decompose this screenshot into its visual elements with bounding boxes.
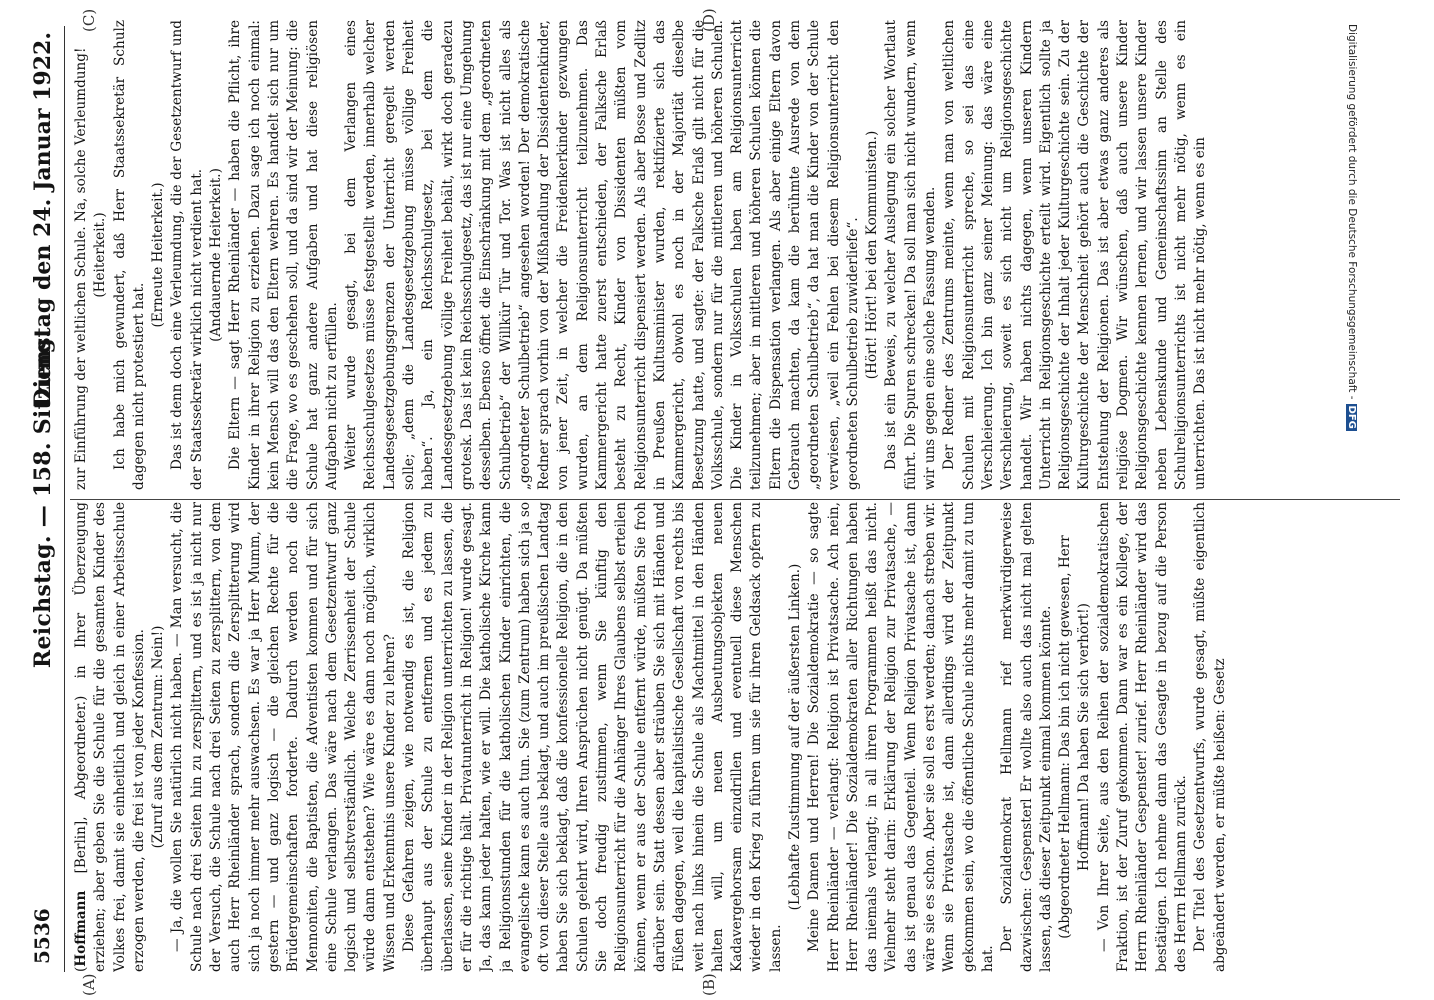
margin-mark-d: (D) (700, 8, 718, 32)
margin-mark-b: (B) (700, 973, 718, 996)
paragraph: Der Redner des Zentrums meinte, wenn man von weltlichen Schulen mit Religionsunterricht spreche, so sei das eine Verschleierung. Ich bin ganz seiner Meinung: das wäre eine Verschleierung, soweit es sich nicht um Religionsgeschichte handelt. Wir haben nichts dagegen, wenn unseren Kindern Unterricht in Religionsgeschichte erteilt wird. Eigentlich sollte ja Religionsgeschichte der Inhalt jeder Kulturgeschichte sein. Zu der Kulturgeschichte der Menschheit gehört auch die Geschichte der Entstehung der Religionen. Das ist aber etwas ganz anderes als religiöse Dogmen. Wir wünschen, daß auch unsere Kinder Religionsgeschichte kennen lernen, und wir lassen unsere Kinder neben Lebenskunde und Gemeinschaftssinn an Stelle des Schulreligionsunterrichts ist nicht mehr nötig, wenn es ein unterrichten. Das ist nicht mehr nötig, wenn es ein (941, 20, 1209, 490)
dfg-logo: DFG (1346, 405, 1357, 429)
paragraph: Weiter wurde gesagt, bei dem Verlangen eines Reichsschulgesetzes müsse festgestellt werden, innerhalb welcher Landesgesetzgebungsgrenzen der Unterricht geregelt werden solle; „denn die Landesgesetzgebung müsse völlige Freiheit haben“. Ja, ein Reichsschulgesetz, bei dem die Landesgesetzgebung völlige Freiheit behält, wirkt doch geradezu grotesk. Das ist kein Reichsschulgesetz, das ist nur eine Umgehung desselben. Ebenso öffnet die Einschränkung mit dem „geordneten Schulbetrieb“ der Willkür Tür und Tor. Was ist nicht alles als „geordneter Schulbetrieb“ angesehen worden! Der demokratische Redner sprach vorhin von der Mißhandlung der Dissidentenkinder, von jener Zeit, in welcher die Freidenkerkinder gezwungen wurden, an dem Religionsunterricht teilzunehmen. Das Kammergericht hatte zuerst entschieden, der Falksche Erlaß besteht zu Recht, Kinder von Dissidenten müßten vom Religionsunterricht dispensiert werden. Als aber Bosse und Zedlitz in Preußen Kultusminister wurden, rektifizierte sich das Kammergericht, obwohl es noch in der Majorität dieselbe Besetzung hatte, und sagte: der Falksche Erlaß gilt nicht für die Volksschule, sondern nur für die mittleren und höheren Schulen. Die Kinder in Volksschulen haben am Religionsunterricht teilzunehmen; aber in mittleren und höheren Schulen können die Eltern die Dispensation verlangen. Als aber einige Eltern davon Gebrauch machten, da kam die berühmte Ausrede von dem „geordneten Schulbetrieb“, da hat man die Kinder von der Schule verwiesen, „weil ein Fehlen bei diesem Religionsunterricht den geordneten Schulbetrieb zuwiderliefe“. (343, 20, 861, 490)
interjection: (Lebhafte Zustimmung auf der äußersten Linken.) (786, 563, 803, 911)
paragraph: — Ja, die wollen Sie natürlich nicht haben. — Man versucht, die Schule nach drei Seiten hin zu zersplittern, und es ist ja nicht nur der Versuch, die Schule nach drei Seiten zu zersplittern, von dem auch Herr Rheinländer sprach, sondern die Zersplitterung wird sich ja noch immer mehr auswachsen. Es war ja Herr Mumm, der gestern — und ganz logisch — die gleichen Rechte für die Brüdergemeinschaften forderte. Dadurch werden noch die Mennoniten, die Baptisten, die Adventisten kommen und für sich eine Schule verlangen. Das wäre nach dem Gesetzentwurf ganz logisch und selbstverständlich. Welche Zerrissenheit der Schule würde dann entstehen? Wie wäre es dann noch möglich, wirklich Wissen und Erkenntnis unsere Kinder zu lehren? (169, 502, 398, 972)
interjection: (Abgeordneter Hellmann: Das bin ich nicht gewesen, Herr Hoffmann! Da haben Sie sich verhört!) (1057, 535, 1093, 939)
interjection: (Andauernde Heiterkeit.) (208, 168, 225, 342)
paragraph: Meine Damen und Herren! Die Sozialdemokratie — so sagte Herr Rheinländer — verlangt: Religion ist Privatsache. Ach nein, Herr Rheinländer! Die Sozialdemokraten aller Richtungen haben das niemals verlangt; in all ihren Programmen heißt das nicht. Vielmehr steht darin: Erklärung der Religion zur Privatsache, — das ist genau das Gegenteil. Wenn Religion Privatsache ist, dann wäre sie es schon. Aber sie soll es erst werden; danach streben wir. Wenn sie Privatsache ist, dann allerdings wird der Zeitpunkt gekommen sein, wo die öffentliche Schule nichts mehr damit zu tun hat. (806, 502, 996, 972)
paragraph: Der Titel des Gesetzentwurfs, wurde gesagt, müßte eigentlich abgeändert werden, er müßte heißen: Gesetz (1192, 502, 1228, 972)
paragraph: (Hoffmann [Berlin], Abgeordneter.) in Ihrer Überzeugung erziehen; aber geben Sie die Schule für die gesamten Kinder des Volkes frei, damit sie einheitlich und gleich in einer Arbeitsschule erzogen werden, die frei ist von jeder Konfession. (73, 502, 147, 972)
paragraph: Ich habe mich gewundert, daß Herr Staatssekretär Schulz dagegen nicht protestiert hat. (111, 20, 147, 490)
paragraph: Der Sozialdemokrat Hellmann rief merkwürdigerweise dazwischen: Gespensterl Er wollte also auch das nicht mal gelten lassen, daß dieser Zeitpunkt einmal kommen könnte. (999, 502, 1054, 972)
page-header (28, 26, 65, 972)
paragraph: Das ist denn doch eine Verleumdung, die der Gesetzentwurf und der Staatssekretär wirklich nicht verdient hat. (169, 20, 205, 490)
session-title: Reichstag. — 158. Sitzung. (30, 329, 56, 669)
paragraph: — Von Ihrer Seite, aus den Reihen der sozialdemokratischen Fraktion, ist der Zuruf gekommen. Dann war es ein Kollege, der Herrn Rheinländer Gespenster! zurief. Herr Rheinländer wird das bestätigen. Ich nehme dann das Gesagte in bezug auf die Person des Herrn Hellmann zurück. (1095, 502, 1189, 972)
right-column (72, 20, 1397, 490)
session-date: Dienstag den 24. Januar 1922. (30, 32, 56, 408)
page-number: 5536 (30, 908, 54, 964)
interjection: (Erneute Heiterkeit.) (150, 182, 167, 328)
interjection: (Heiterkeit.) (92, 212, 109, 298)
interjection: (Zuruf aus dem Zentrum: Nein!) (150, 625, 167, 849)
margin-mark-c: (C) (80, 8, 98, 32)
digitization-credit (1338, 24, 1358, 974)
paragraph: Die Eltern — sagt Herr Rheinländer — haben die Pflicht, ihre Kinder in ihrer Religion zu erziehen. Dazu sage ich noch einmal: kein Mensch will das den Eltern wehren. Es handelt sich nur um die Frage, wo es geschehen soll, und da sind wir der Meinung: die Schule hat ganz andere Aufgaben und hat diese religiösen Aufgaben nicht zu erfüllen. (227, 20, 340, 490)
paragraph: Diese Gefahren zeigen, wie notwendig es ist, die Religion überhaupt aus der Schule zu entfernen und es jedem zu überlassen, seine Kinder in der Religion unterrichten zu lassen, die er für die richtige hält. Privatunterricht in Religion! wurde gesagt. Ja, das kann jeder halten, wie er will. Die katholische Kirche kann ja Religionsstunden für die katholischen Kinder einrichten, die evangelische kann es auch tun. Sie (zum Zentrum) haben sich ja so oft von dieser Stelle aus beklagt, und auch im preußischen Landtag haben Sie sich beklagt, daß die konfessionelle Religion, die in den Schulen gelehrt wird, Ihren Ansprüchen nicht genügt. Da müßten Sie doch freudig zustimmen, wenn Sie künftig den Religionsunterricht für die Anhänger Ihres Glaubens selbst erteilen können, wenn er aus der Schule entfernt würde, müßten Sie froh darüber sein. Statt dessen aber sträuben Sie sich mit Händen und Füßen dagegen, weil die kapitalistische Gesellschaft von rechts bis weit nach links hinein die Schule als Machtmittel in den Händen halten will, um neuen Ausbeutungsobjekten neuen Kadavergehorsam einzudrillen und eventuell diese Menschen wieder in den Krieg zu führen um sie für ihren Geldsack opfern zu lassen. (401, 502, 784, 972)
interjection: (Hört! Hört! bei den Kommunisten.) (864, 130, 881, 380)
paragraph: zur Einführung der weltlichen Schule. Na, solche Verleumdung! (73, 47, 89, 490)
speaker-name: Hoffmann (73, 890, 89, 967)
column-divider (70, 499, 1400, 500)
paragraph: Das ist ein Beweis, zu welcher Auslegung ein solcher Wortlaut führt. Die Spuren schrecken! Da soll man sich nicht wundern, wenn wir uns gegen eine solche Fassung wenden. (883, 20, 939, 490)
left-column (72, 502, 1397, 972)
margin-mark-a: (A) (80, 973, 98, 996)
credit-text: Digitalisierung gefördert durch die Deutsche Forschungsgemeinschaft - (1346, 24, 1358, 400)
